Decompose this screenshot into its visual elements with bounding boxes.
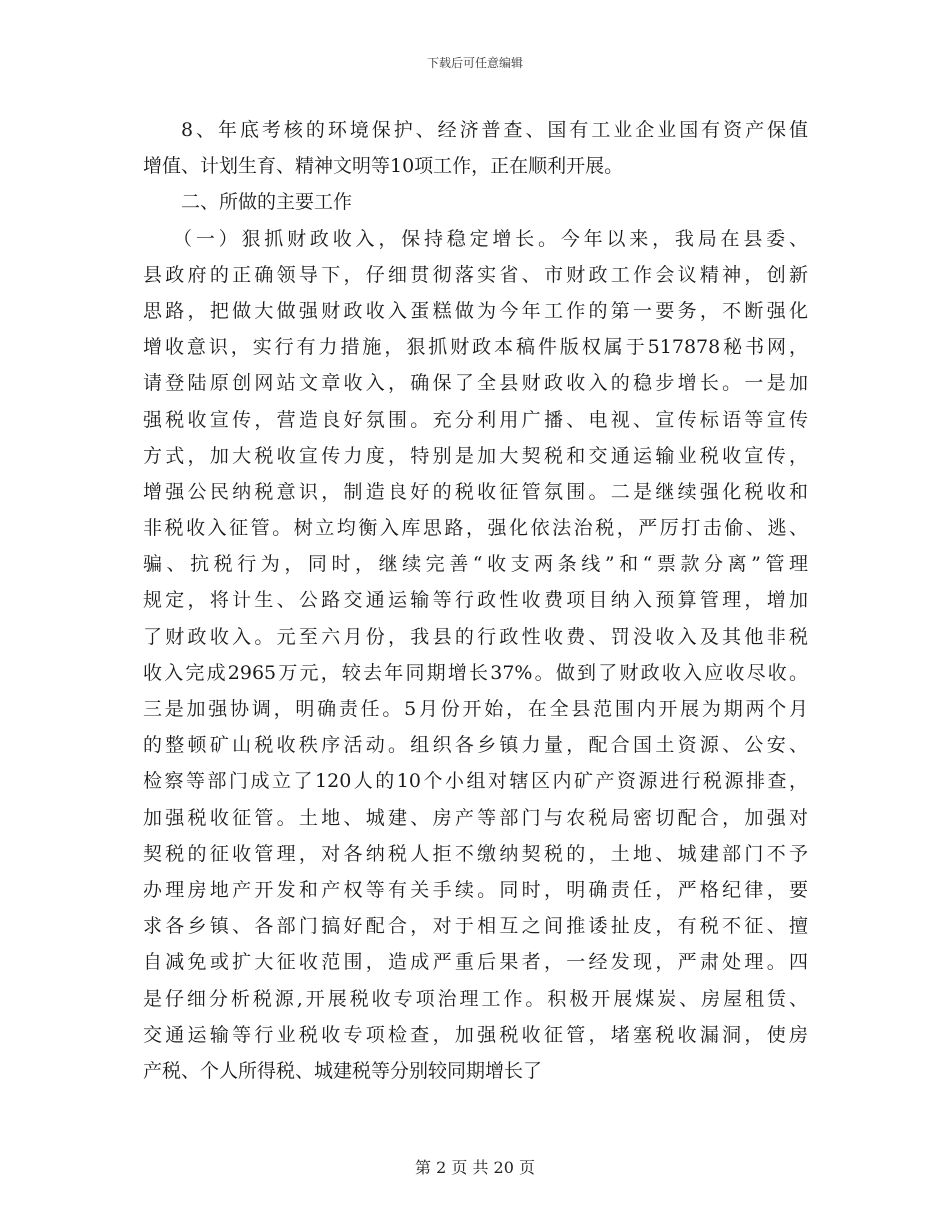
text-line: 骗、抗税行为，同时，继续完善“收支两条线”和“票款分离”管理 xyxy=(143,553,808,576)
text-line: （一）狠抓财政收入，保持稳定增长。今年以来，我局在县委、 xyxy=(173,227,808,250)
text-line: 产税、个人所得税、城建税等分别较同期增长了 xyxy=(143,1059,543,1082)
document-body xyxy=(143,112,808,1089)
text-line: 三是加强协调，明确责任。5月份开始，在全县范围内开展为期两个月 xyxy=(143,698,808,720)
text-line: 了财政收入。元至六月份，我县的行政性收费、罚没收入及其他非税 xyxy=(143,625,808,648)
page-header-note: 下载后可任意编辑 xyxy=(426,56,523,70)
text-line: 收入完成2965万元，较去年同期增长37%。做到了财政收入应收尽收。 xyxy=(143,661,808,684)
text-line: 的整顿矿山税收秩序活动。组织各乡镇力量，配合国土资源、公安、 xyxy=(143,734,808,757)
text-line: 方式，加大税收宣传力度，特别是加大契税和交通运输业税收宣传， xyxy=(143,444,808,467)
text-line: 加强税收征管。土地、城建、房产等部门与农税局密切配合，加强对 xyxy=(143,806,808,829)
text-line: 强税收宣传，营造良好氛围。充分利用广播、电视、宣传标语等宣传 xyxy=(143,408,808,431)
text-line: 自减免或扩大征收范围，造成严重后果者，一经发现，严肃处理。四 xyxy=(143,951,808,974)
text-line: 思路，把做大做强财政收入蛋糕做为今年工作的第一要务，不断强化 xyxy=(143,299,808,322)
text-line: 8、年底考核的环境保护、经济普查、国有工业企业国有资产保值 xyxy=(181,119,808,141)
text-line: 增收意识，实行有力措施，狠抓财政本稿件版权属于517878秘书网， xyxy=(143,336,808,359)
text-line: 请登陆原创网站文章收入，确保了全县财政收入的稳步增长。一是加 xyxy=(143,372,808,395)
page-number: 第 2 页 共 20 页 xyxy=(415,1158,535,1177)
text-line: 规定，将计生、公路交通运输等行政性收费项目纳入预算管理，增加 xyxy=(143,589,808,612)
text-line: 增强公民纳税意识，制造良好的税收征管氛围。二是继续强化税收和 xyxy=(143,480,808,503)
text-line: 是仔细分析税源,开展税收专项治理工作。积极开展煤炭、房屋租赁、 xyxy=(143,987,808,1010)
text-line: 县政府的正确领导下，仔细贯彻落实省、市财政工作会议精神，创新 xyxy=(143,263,808,286)
text-line: 检察等部门成立了120人的10个小组对辖区内矿产资源进行税源排查， xyxy=(143,770,808,793)
text-line: 非税收入征管。树立均衡入库思路，强化依法治税，严厉打击偷、逃、 xyxy=(143,517,808,540)
text-line: 契税的征收管理，对各纳税人拒不缴纳契税的，土地、城建部门不予 xyxy=(143,842,808,865)
text-line: 求各乡镇、各部门搞好配合，对于相互之间推诿扯皮，有税不征、擅 xyxy=(143,915,808,938)
text-line: 办理房地产开发和产权等有关手续。同时，明确责任，严格纪律，要 xyxy=(143,878,808,901)
text-line: 交通运输等行业税收专项检查，加强税收征管，堵塞税收漏洞，使房 xyxy=(143,1023,808,1046)
text-line: 增值、计划生育、精神文明等10项工作，正在顺利开展。 xyxy=(143,155,624,178)
section-heading: 二、所做的主要工作 xyxy=(181,191,353,214)
